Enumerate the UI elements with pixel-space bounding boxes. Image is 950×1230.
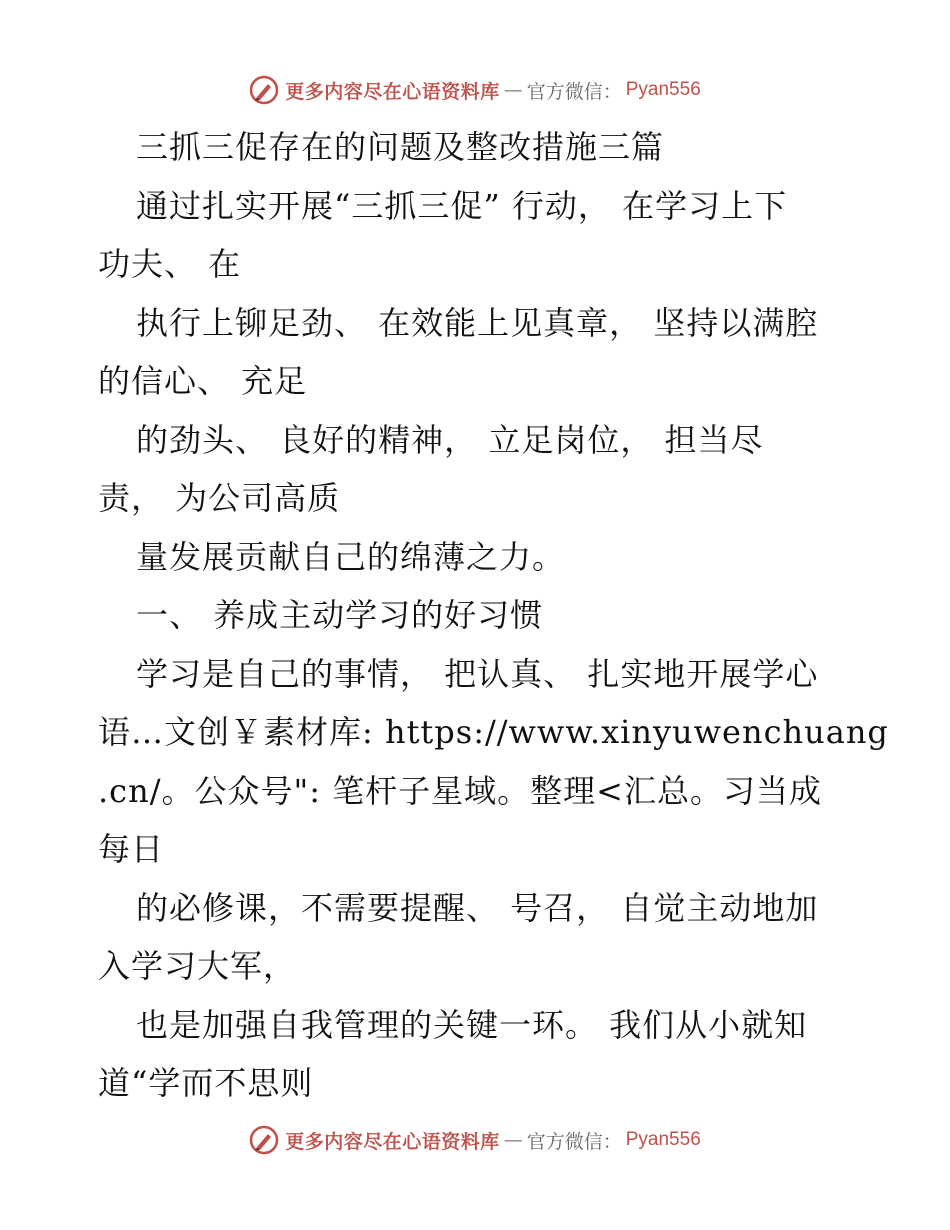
paragraph-line: 的劲头、 良好的精神， 立足岗位， 担当尽 [136, 420, 764, 459]
paragraph-line: 通过扎实开展“三抓三促” 行动， 在学习上下 [136, 186, 788, 225]
paragraph-line: 一、 养成主动学习的好习惯 [136, 596, 544, 634]
banner-wechat-label: 官方微信： [526, 1130, 622, 1153]
footer-banner [0, 1120, 950, 1160]
paragraph-line: 的必修课，不需要提醒、 号召， 自觉主动地加 [136, 888, 819, 927]
paragraph-line: 也是加强自我管理的关键一环。 我们从小就知 [136, 1005, 808, 1044]
paragraph-line: 执行上铆足劲、 在效能上见真章， 坚持以满腔 [136, 303, 819, 342]
banner-slogan: 更多内容尽在心语资料库 [285, 1130, 500, 1153]
paragraph-line: .cn/。公众号": 笔杆子星域。整理<汇总。习当成 [98, 771, 822, 810]
paragraph-line: 道“学而不思则 [98, 1064, 314, 1102]
banner-wechat-label: 官方微信： [526, 80, 622, 103]
paragraph-line: 的信心、 充足 [98, 362, 308, 400]
paragraph-line: 功夫、 在 [98, 245, 242, 283]
paragraph-line: 入学习大军， [98, 947, 297, 985]
document-title: 三抓三促存在的问题及整改措施三篇 [136, 128, 665, 166]
paragraph-line: 语…文创￥素材库: https://www.xinyuwenchuang [98, 713, 889, 751]
paragraph-line: 量发展贡献自己的绵薄之力。 [136, 537, 566, 576]
paragraph-line: 责， 为公司高质 [98, 479, 341, 517]
banner-dash: — [503, 79, 523, 101]
paragraph-line: 每日 [98, 830, 165, 868]
banner-slogan: 更多内容尽在心语资料库 [285, 80, 500, 103]
banner-wechat-handle: Pyan556 [625, 79, 701, 100]
banner-dash: — [503, 1129, 523, 1151]
pen-logo-icon [249, 75, 279, 105]
document-body [98, 118, 889, 1113]
header-banner [0, 70, 950, 110]
banner-wechat-handle: Pyan556 [625, 1129, 701, 1150]
paragraph-line: 学习是自己的事情， 把认真、 扎实地开展学心 [136, 654, 819, 693]
pen-logo-icon [249, 1125, 279, 1155]
